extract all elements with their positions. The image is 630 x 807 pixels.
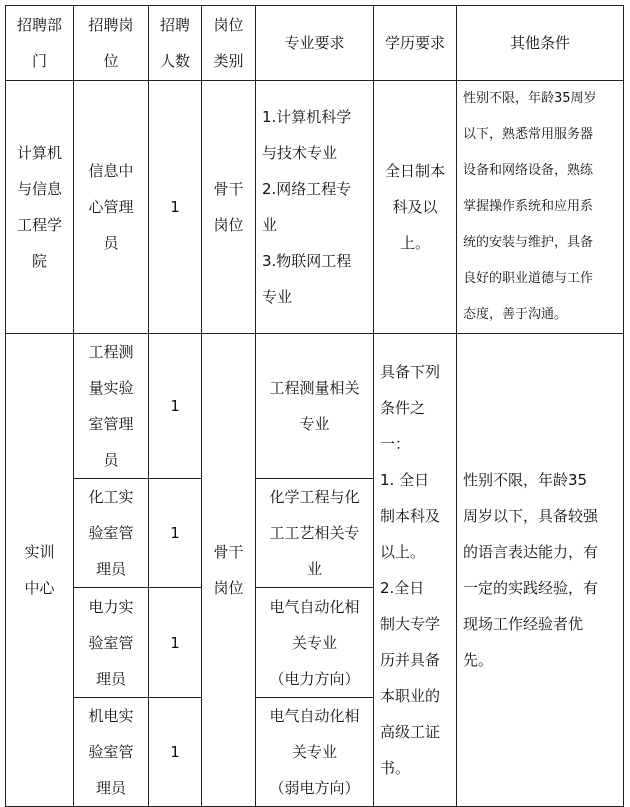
- other-cell: 性别不限，年龄35周岁 以下，熟悉常用服务器 设备和网络设备，熟练 掌握操作系统和应用系 统的安装与维护，具备 良好的职业道德与工作 态度，善于沟通。: [457, 81, 624, 334]
- major-cell: 工程测量相关 专业: [256, 334, 374, 479]
- other-cell: 性别不限，年龄35 周岁以下，具备较强 的语言表达能力，有 一定的实践经验，有 现场工作经验者优 先。: [457, 334, 624, 807]
- position-cell: 机电实 验室管 理员: [74, 698, 149, 807]
- count-cell: 1: [149, 81, 202, 334]
- major-cell: 1.计算机科学 与技术专业 2.网络工程专 业 3.物联网工程 专业: [256, 81, 374, 334]
- header-education: 学历要求: [374, 6, 457, 81]
- major-cell: 电气自动化相 关专业 （弱电方向）: [256, 698, 374, 807]
- header-major: 专业要求: [256, 6, 374, 81]
- category-cell: 骨干 岗位: [202, 81, 256, 334]
- header-count: 招聘 人数: [149, 6, 202, 81]
- position-cell: 电力实 验室管 理员: [74, 588, 149, 698]
- position-cell: 化工实 验室管 理员: [74, 479, 149, 588]
- count-cell: 1: [149, 698, 202, 807]
- header-row: [6, 6, 624, 81]
- education-cell: 具备下列 条件之 一： 1. 全日 制本科及 以上。 2.全日 制大专学 历并具备 本职业的 高级工证 书。: [374, 334, 457, 807]
- major-cell: 电气自动化相 关专业 （电力方向）: [256, 588, 374, 698]
- count-cell: 1: [149, 588, 202, 698]
- education-cell: 全日制本 科及以 上。: [374, 81, 457, 334]
- major-cell: 化学工程与化 工工艺相关专 业: [256, 479, 374, 588]
- position-cell: 工程测 量实验 室管理 员: [74, 334, 149, 479]
- header-category: 岗位 类别: [202, 6, 256, 81]
- dept-cell: 实训 中心: [6, 334, 74, 807]
- dept-cell: 计算机 与信息 工程学 院: [6, 81, 74, 334]
- recruitment-table: [5, 5, 624, 807]
- count-cell: 1: [149, 334, 202, 479]
- table-row: [6, 81, 624, 334]
- header-position: 招聘岗 位: [74, 6, 149, 81]
- header-other: 其他条件: [457, 6, 624, 81]
- position-cell: 信息中 心管理 员: [74, 81, 149, 334]
- count-cell: 1: [149, 479, 202, 588]
- table-row: [6, 334, 624, 479]
- category-cell: 骨干 岗位: [202, 334, 256, 807]
- header-dept: 招聘部 门: [6, 6, 74, 81]
